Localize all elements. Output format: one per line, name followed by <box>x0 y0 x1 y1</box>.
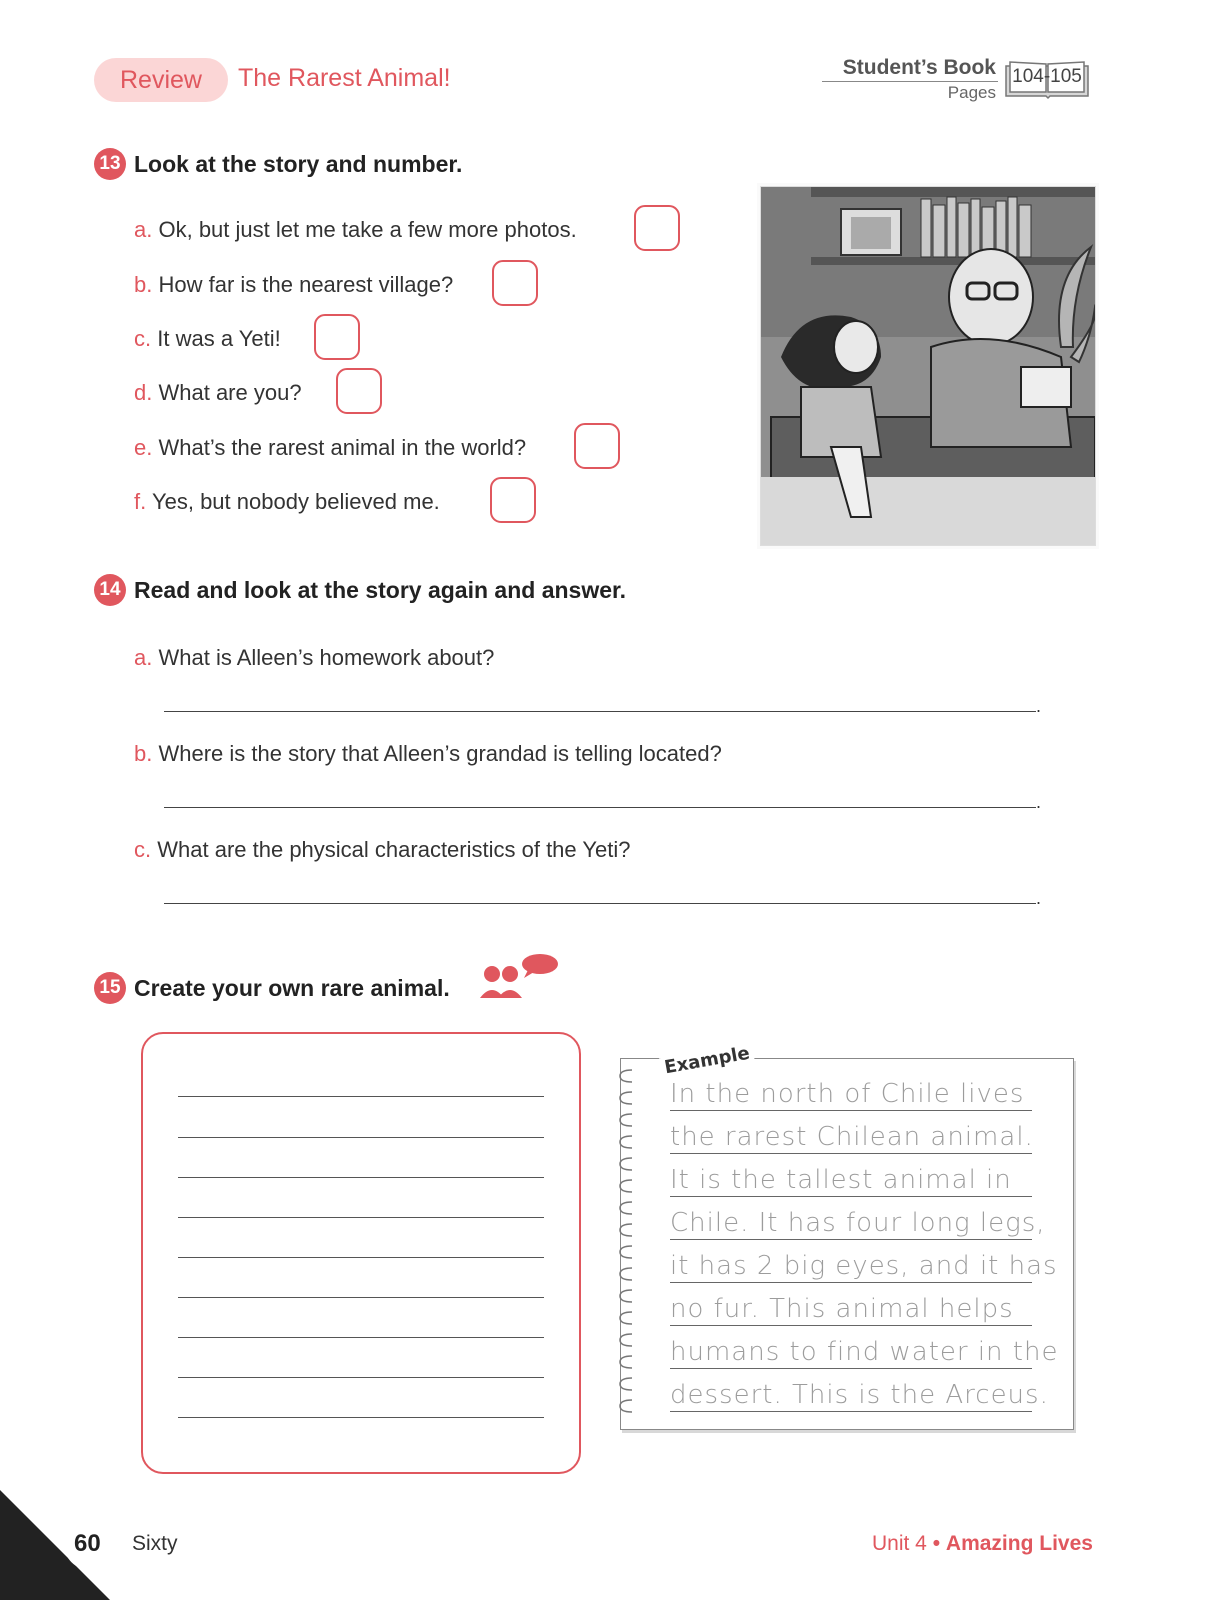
answer-line-c[interactable] <box>164 903 1036 904</box>
example-line: the rarest Chilean animal. <box>670 1122 1034 1152</box>
story-item-d: d. What are you? <box>134 380 302 405</box>
example-note <box>620 1058 1074 1430</box>
number-box-b[interactable] <box>492 260 538 306</box>
pages-range: 104-105 <box>1012 66 1082 87</box>
pages-label: Pages <box>947 83 996 102</box>
review-badge: Review <box>94 58 228 102</box>
writing-line[interactable] <box>178 1257 544 1258</box>
story-item-c: c. It was a Yeti! <box>134 326 281 351</box>
answer-line-a[interactable] <box>164 711 1036 712</box>
page-title: The Rarest Animal! <box>238 64 451 92</box>
section-15-number: 15 <box>94 972 126 1004</box>
writing-line[interactable] <box>178 1337 544 1338</box>
page-number: 60 <box>74 1530 101 1557</box>
example-line: dessert. This is the Arceus. <box>670 1380 1049 1410</box>
question-c: c. What are the physical characteristics of the Yeti? <box>134 837 631 862</box>
story-item-e: e. What’s the rarest animal in the world? <box>134 435 527 460</box>
writing-line[interactable] <box>178 1096 544 1097</box>
example-rule <box>670 1153 1032 1154</box>
example-rule <box>670 1368 1032 1369</box>
example-rule <box>670 1282 1032 1283</box>
writing-line[interactable] <box>178 1177 544 1178</box>
page-number-word: Sixty <box>132 1532 178 1555</box>
example-line: In the north of Chile lives <box>670 1079 1025 1109</box>
example-label: Example <box>659 1042 755 1079</box>
number-box-a[interactable] <box>634 205 680 251</box>
example-rule <box>670 1411 1032 1412</box>
example-line: It is the tallest animal in <box>670 1165 1012 1195</box>
question-a: a. What is Alleen’s homework about? <box>134 645 495 670</box>
story-illustration <box>760 186 1096 546</box>
question-b: b. Where is the story that Alleen’s grandad is telling located? <box>134 741 722 766</box>
example-rule <box>670 1239 1032 1240</box>
writing-box[interactable] <box>141 1032 581 1474</box>
story-item-f: f. Yes, but nobody believed me. <box>134 489 440 514</box>
unit-footer: Unit 4 • Amazing Lives <box>872 1532 1093 1555</box>
example-line: Chile. It has four long legs, <box>670 1208 1046 1238</box>
writing-line[interactable] <box>178 1377 544 1378</box>
writing-line[interactable] <box>178 1137 544 1138</box>
section-14-number: 14 <box>94 574 126 606</box>
example-rule <box>670 1196 1032 1197</box>
line-end-a: . <box>1036 696 1042 716</box>
pair-work-icon <box>478 952 558 1004</box>
header-rule <box>822 81 998 82</box>
answer-line-b[interactable] <box>164 807 1036 808</box>
example-line: humans to find water in the <box>670 1337 1059 1367</box>
section-15-title: Create your own rare animal. <box>134 975 450 1001</box>
writing-line[interactable] <box>178 1297 544 1298</box>
number-box-f[interactable] <box>490 477 536 523</box>
number-box-e[interactable] <box>574 423 620 469</box>
writing-line[interactable] <box>178 1217 544 1218</box>
section-13-number: 13 <box>94 148 126 180</box>
book-icon <box>1004 60 1090 100</box>
number-box-c[interactable] <box>314 314 360 360</box>
section-14-title: Read and look at the story again and answer. <box>134 577 627 603</box>
number-box-d[interactable] <box>336 368 382 414</box>
line-end-b: . <box>1036 792 1042 812</box>
story-item-a: a. Ok, but just let me take a few more photos. <box>134 217 577 242</box>
students-book-label: Student’s Book <box>842 56 996 79</box>
example-line: it has 2 big eyes, and it has <box>670 1251 1058 1281</box>
example-line: no fur. This animal helps <box>670 1294 1014 1324</box>
section-13-title: Look at the story and number. <box>134 151 463 177</box>
writing-line[interactable] <box>178 1417 544 1418</box>
line-end-c: . <box>1036 888 1042 908</box>
example-rule <box>670 1110 1032 1111</box>
story-item-b: b. How far is the nearest village? <box>134 272 454 297</box>
spiral-binding <box>618 1066 636 1422</box>
example-rule <box>670 1325 1032 1326</box>
